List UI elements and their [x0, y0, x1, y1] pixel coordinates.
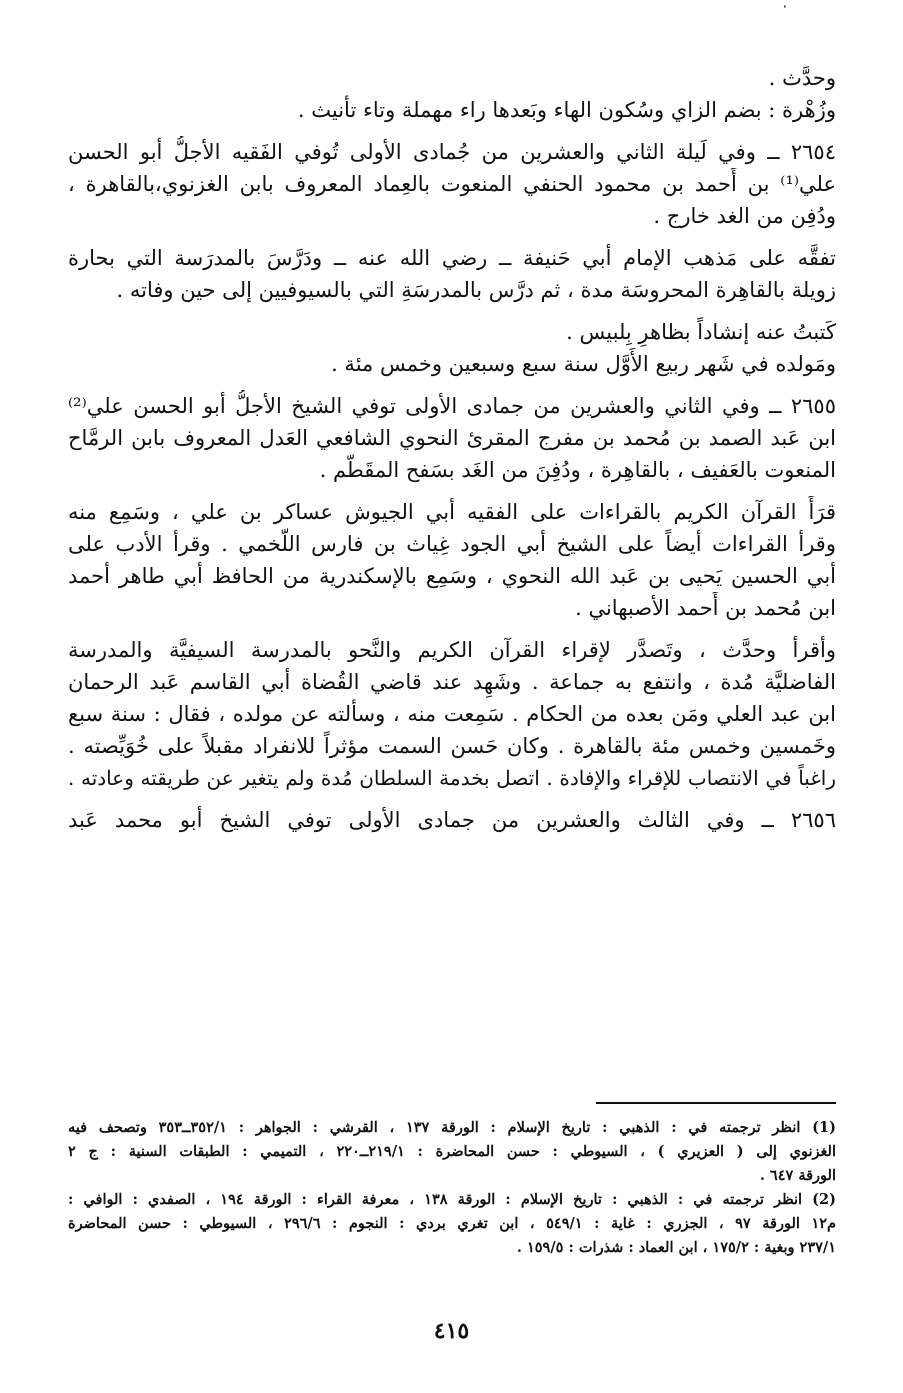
- footnote-divider: [596, 1102, 836, 1104]
- text-line: وحدَّث .: [768, 66, 836, 90]
- entry-heading-2656: ٢٦٥٦ ــ وفي الثالث والعشرين من جمادى الأولى توفي الشيخ أبو محمد عَبد: [68, 808, 836, 832]
- footnote-line: الورقة ٦٤٧ .: [759, 1167, 836, 1184]
- text-line: ابن مُحمد بن أَحمد الأصبهاني .: [575, 596, 836, 620]
- text-line: قرَأَ القرآن الكريم بالقراءات على الفقيه أبي الجيوش عساكر بن علي ، وسَمِع منه: [68, 500, 836, 524]
- text-line: المنعوت بالعَفيف ، بالقاهِرة ، ودُفِنَ من الغَد بسَفح المقَطَّم .: [319, 458, 836, 482]
- footnote-line: (2) انظر ترجمته في : الذهبي : تاريخ الإسلام : الورقة ١٣٨ ، معرفة القراء : الورقة ١٩٤ ، الصفدي : الوافي :: [68, 1191, 836, 1208]
- text-line: وزُهْرة : بضم الزاي وسُكون الهاء وبَعدها راء مهملة وتاء تأنيث .: [297, 98, 836, 122]
- text-line: ودُفِن من الغد خارج .: [653, 204, 836, 228]
- footnote-line: الغزنوي إلى ( العزيري ) ، السيوطي : حسن المحاضرة : ٢١٩/١ــ٢٢٠ ، التميمي : الطبقات السنية : ج ٢: [68, 1143, 836, 1160]
- footnote-line: (1) انظر ترجمته في : الذهبي : تاريخ الإسلام : الورقة ١٣٧ ، القرشي : الجواهر : ٣٥٢/١ــ٣٥٣ وتصحف فيه: [68, 1119, 836, 1136]
- page-number: ٤١٥: [433, 1318, 470, 1344]
- text-line: علي⁽¹⁾ بن أَحمد بن محمود الحنفي المنعوت بالعِماد المعروف بابن الغزنوي،بالقاهرة ،: [68, 172, 836, 196]
- text-line: وخَمسين وخمس مئة بالقاهرة . وكان حَسن السمت مؤثراً للانفراد مقبلاً على خُوَيِّصته .: [68, 734, 836, 758]
- footnote-line: م١٢ الورقة ٩٧ ، الجزري : غاية : ٥٤٩/١ ، ابن تغري بردي : النجوم : ٢٩٦/٦ ، السيوطي : حسن المحاضرة: [68, 1215, 836, 1232]
- text-line: ابن عَبد الصمد بن مُحمد بن مفرج المقرئ النحوي الشافعي العَدل المعروف بابن الرمَّاح: [68, 426, 836, 450]
- text-line: وقرأ القراءات أيضاً على الشيخ أبي الجود غِياث بن فارس اللَّخمي . وقرأ الأدب على: [68, 532, 836, 556]
- text-line: الفاضليَّة مُدة ، وانتفع به جماعة . وشَهِد عند قاضي القُضاة أبي القاسم عَبد الرحمان: [68, 670, 836, 694]
- text-line: تفقَّه على مَذهب الإمام أبي حَنيفة ــ رضي الله عنه ــ ودَرَّسَ بالمدرَسة التي بحارة: [68, 246, 836, 270]
- corner-mark: ˙ٔ: [782, 4, 788, 18]
- text-line: أبي الحسين يَحيى بن عَبد الله النحوي ، وسَمِع بالإسكندرية من الحافظ أبي طاهر أحمد: [68, 564, 836, 588]
- text-line: ابن عبد العلي ومَن بعده من الحكام . سَمِعت منه ، وسألته عن مولده ، فقال : سنة سبع: [68, 702, 836, 726]
- text-line: كَتبتُ عنه إنشاداً بظاهرِ بِلبيس .: [566, 320, 836, 344]
- text-line: ومَولده في شَهر ربيع الأَوَّل سنة سبع وسبعين وخمس مئة .: [331, 352, 836, 376]
- footnotes: [68, 1116, 836, 1260]
- entry-heading-2655: ٢٦٥٥ ــ وفي الثاني والعشرين من جمادى الأولى توفي الشيخ الأجلُّ أبو الحسن علي⁽²⁾: [68, 394, 836, 418]
- footnote-line: ٢٣٧/١ وبغية : ١٧٥/٢ ، ابن العماد : شذرات : ١٥٩/٥ .: [516, 1239, 836, 1256]
- main-text: [68, 62, 836, 836]
- text-line: زويلة بالقاهِرة المحروسَة مدة ، ثم درَّس بالمدرسَةِ التي بالسيوفيين إلى حين وفاته .: [116, 278, 836, 302]
- text-line: راغباً في الانتصاب للإقراء والإفادة . اتصل بخدمة السلطان مُدة ولم يتغير عن طريقته وعادته .: [68, 766, 836, 790]
- entry-heading-2654: ٢٦٥٤ ــ وفي لَيلة الثاني والعشرين من جُمادى الأولى تُوفي الفَقيه الأجلُّ أبو الحسن: [68, 140, 836, 164]
- text-line: وأقرأ وحدَّث ، وتَصدَّر لإقراء القرآن الكريم والنَّحو بالمدرسة السيفيَّة والمدرسة: [68, 638, 836, 662]
